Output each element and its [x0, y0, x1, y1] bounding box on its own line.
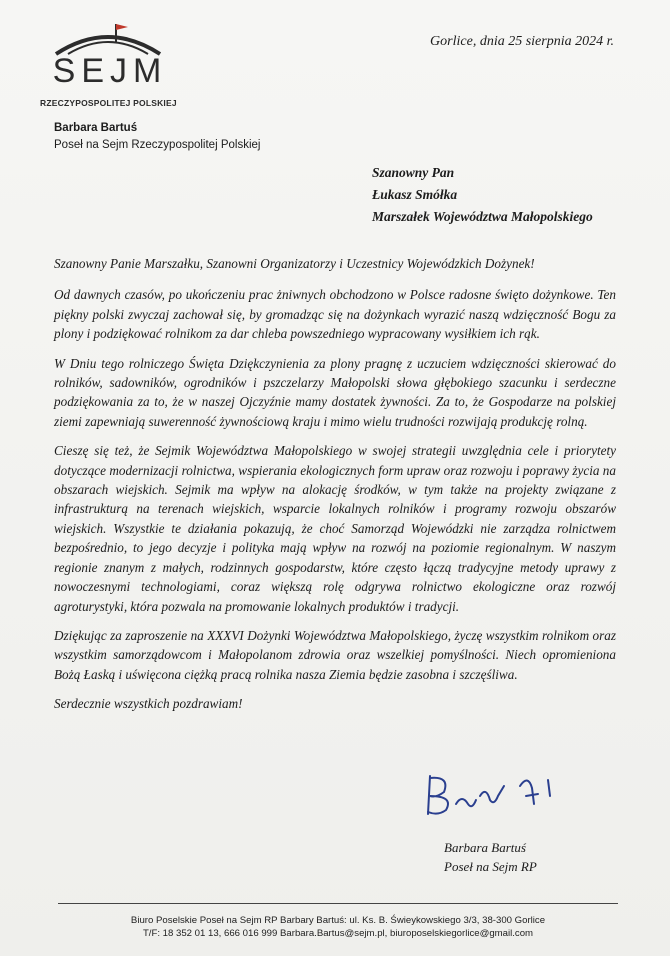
footer-address: Biuro Poselskie Poseł na Sejm RP Barbary Bartuś: ul. Ks. B. Świeykowskiego 3/3, 38-300 Gorlice	[130, 915, 546, 926]
logo-subtitle: RZECZYPOSPOLITEJ POLSKIEJ	[40, 98, 177, 108]
paragraph-4: Dziękując za zaproszenie na XXXVI Dożynki Województwa Małopolskiego, życzę wszystkim rolnikom oraz wszystkim samorządowcom i Małopolanom zdrowia oraz wszelkiej pomyślności. Niech opromieniona Bożą Łaską i uświęcona ciężką pracą rolnika nasza Ziemia będzie zasobna i szczęśliwa.	[54, 627, 616, 682]
recipient-salutation: Szanowny Pan	[372, 165, 455, 180]
letter-body	[54, 254, 616, 724]
closing-line: Serdecznie wszystkich pozdrawiam!	[54, 696, 243, 712]
sejm-logo	[40, 18, 177, 118]
footer-divider	[58, 903, 618, 904]
recipient-title: Marszałek Województwa Małopolskiego	[372, 209, 593, 224]
sender-block	[54, 120, 260, 154]
paragraph-3: Cieszę się też, że Sejmik Województwa Małopolskiego w swojej strategii uwzględnia cele i priorytety dotyczące modernizacji rolnictwa, wspierania ekologicznych form upraw oraz rozwoju i poprawy życia na obszarach wiejskich. Sejmik ma wpływ na alokację środków, w tym także na projekty związane z infrastrukturą na terenach wiejskich, wsparcie lokalnych rolników i programy rozwoju obszarów wiejskich. Wszystkie te działania pokazują, że choć Samorząd Wojewódzki nie zarządza rolnictwem bezpośrednio, to jego decyzje i polityka mają wpływ na rozwój na poziomie regionalnym. W naszym regionie znanym z małych, rodzinnych gospodarstw, które często łączą tradycyjne metody uprawy z nowoczesnymi technologiami, coraz większą rolę odgrywa rolnictwo ekologiczne oraz rozwój agroturystyki, która pozwala na promowanie lokalnych produktów i tradycji.	[54, 443, 616, 614]
letter-date: Gorlice, dnia 25 sierpnia 2024 r.	[430, 34, 614, 49]
logo-wordmark: SEJM	[52, 52, 168, 90]
signer-block	[444, 838, 537, 876]
signer-title: Poseł na Sejm RP	[444, 859, 537, 874]
handwritten-signature	[416, 766, 566, 826]
footer-contact: T/F: 18 352 01 13, 666 016 999 Barbara.Bartus@sejm.pl, biuroposelskiegorlice@gmail.com	[142, 928, 534, 939]
paragraph-1: Od dawnych czasów, po ukończeniu prac żniwnych obchodzono w Polsce radosne święto dożynkowe. Ten piękny polski zwyczaj zachował się, by gromadząc się na dożynkach wyrazić naszą wdzięczność Bogu za plony i podziękować rolnikom za dar chleba powszedniego wypracowany wysiłkiem ich rąk.	[54, 287, 616, 342]
sender-name: Barbara Bartuś	[54, 122, 138, 134]
recipient-block	[372, 162, 593, 228]
footer	[58, 914, 618, 940]
recipient-name: Łukasz Smółka	[372, 187, 458, 202]
sender-title: Poseł na Sejm Rzeczypospolitej Polskiej	[54, 139, 261, 151]
signer-name: Barbara Bartuś	[444, 840, 526, 855]
paragraph-2: W Dniu tego rolniczego Święta Dziękczynienia za plony pragnę z uczuciem wdzięczności skierować do rolników, sadowników, ogrodników i pszczelarzy Małopolski słowa głębokiego szacunku i serdeczne podziękowania za to, że w naszej Ojczyźnie mamy dostatek żywności. Za to, że Gospodarze na polskiej ziemi zapewniają suwerenność żywnościową kraju i mimo wielu trudności rozwijają produkcję rolną.	[54, 355, 616, 429]
greeting: Szanowny Panie Marszałku, Szanowni Organizatorzy i Uczestnicy Wojewódzkich Dożynek!	[54, 256, 535, 271]
